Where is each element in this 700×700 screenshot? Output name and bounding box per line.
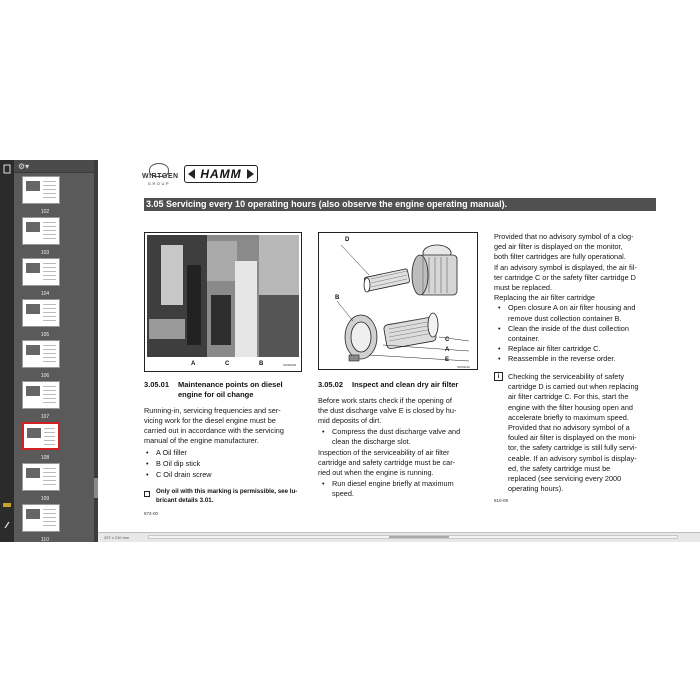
thumbnail-text-line bbox=[43, 394, 56, 395]
col2-bullet1-line1: • Compress the dust discharge valve and bbox=[332, 427, 460, 437]
thumbnail-text-line bbox=[43, 312, 56, 313]
thumbnail-text-line bbox=[43, 468, 56, 469]
page-thumbnail[interactable] bbox=[22, 381, 60, 409]
col2-para1-line: Before work starts check if the opening of bbox=[318, 396, 452, 405]
thumbnail-text-line bbox=[43, 521, 56, 522]
col1-bullet-oil-filler: • A Oil filler bbox=[156, 448, 187, 458]
col3-info-line: Provided that no advisory symbol of a bbox=[508, 423, 630, 432]
page-thumbnail[interactable] bbox=[22, 258, 60, 286]
attachment-icon[interactable] bbox=[2, 520, 12, 530]
options-icon[interactable]: ⚙▾ bbox=[18, 162, 30, 171]
info-icon: i bbox=[494, 372, 503, 381]
hamm-logo-text: HAMM bbox=[200, 167, 242, 181]
thumbnail-text-line bbox=[43, 345, 56, 346]
col3-code: 810-09 bbox=[494, 498, 509, 503]
thumbnail-page-number: 108 bbox=[40, 455, 50, 461]
thumbnail-text-line bbox=[43, 275, 56, 276]
col3-bullet-line: • Replace air filter cartridge C. bbox=[508, 344, 600, 354]
thumbnail-panel-header bbox=[14, 160, 94, 173]
thumbnail-text-line bbox=[43, 189, 56, 190]
thumbnail-image bbox=[26, 386, 40, 396]
col2-heading-number: 3.05.02 bbox=[318, 380, 344, 389]
thumbnail-page-number: 109 bbox=[40, 496, 50, 502]
hamm-arrow-right-icon bbox=[247, 169, 254, 179]
thumbnail-text-line bbox=[43, 230, 56, 231]
col2-para2-line: ried out when the engine is running. bbox=[318, 468, 434, 477]
page-thumbnail[interactable] bbox=[22, 340, 60, 368]
col3-info-line: ed, the safety cartridge must be bbox=[508, 463, 611, 473]
col2-bullet2-line2: speed. bbox=[332, 489, 354, 498]
thumbnail-page-number: 107 bbox=[40, 414, 50, 420]
thumbnail-text-line bbox=[43, 304, 56, 305]
thumbnail-image bbox=[26, 222, 40, 232]
thumbnail-page-number: 104 bbox=[40, 291, 50, 297]
air-filter-figure bbox=[318, 232, 478, 370]
col2-bullet2-line1: • Run diesel engine briefly at maximum bbox=[332, 479, 454, 489]
thumbnail-text-line bbox=[43, 238, 56, 239]
wirtgen-logo-text: WIRTGEN bbox=[142, 173, 179, 180]
thumbnail-page-number: 103 bbox=[40, 250, 50, 256]
col3-para1-line: must be replaced. bbox=[494, 283, 553, 292]
col3-para1-line: Provided that no advisory symbol of a clog- bbox=[494, 232, 634, 241]
thumbnail-image bbox=[27, 428, 41, 438]
thumbnail-text-line bbox=[43, 316, 56, 317]
thumbnail-text-line bbox=[43, 271, 56, 272]
fig1-label-c: C bbox=[225, 361, 230, 367]
thumbnail-text-line bbox=[43, 193, 56, 194]
col3-info-line: fouled air filter is displayed on the moni- bbox=[508, 433, 637, 443]
thumbnail-text-line bbox=[44, 444, 55, 445]
col3-para1-line: both filter cartridges are fully operational. bbox=[494, 252, 626, 262]
thumbnail-text-line bbox=[43, 279, 56, 280]
thumbnail-text-line bbox=[43, 226, 56, 227]
page-thumbnail[interactable] bbox=[22, 463, 60, 491]
col2-heading-text: Inspect and clean dry air filter bbox=[352, 380, 459, 389]
hamm-logo bbox=[184, 165, 258, 183]
thumbnail-text-line bbox=[43, 484, 56, 485]
filter-housing-bottom bbox=[345, 315, 377, 361]
thumbnail-text-line bbox=[43, 308, 56, 309]
col3-bullet-line: • Open closure A on air filter housing and bbox=[508, 303, 635, 313]
col3-bullet-line: • Reassemble in the reverse order. bbox=[508, 354, 615, 364]
col1-note-line2: bricant details 3.01. bbox=[156, 497, 214, 504]
thumbnail-text-line bbox=[43, 480, 56, 481]
col1-code: 872-00 bbox=[144, 511, 159, 516]
thumbnail-text-line bbox=[43, 197, 56, 198]
thumbnail-text-line bbox=[43, 234, 56, 235]
col1-para-line: vicing work for the diesel engine must be bbox=[144, 416, 276, 425]
filter-housing-top bbox=[412, 245, 457, 295]
col3-info-line: cartridge D is carried out when replacing bbox=[508, 382, 639, 392]
thumbnail-image bbox=[26, 468, 40, 478]
oil-marking-icon bbox=[144, 491, 150, 497]
thumbnail-image bbox=[26, 263, 40, 273]
page-thumbnail[interactable] bbox=[22, 176, 60, 204]
col1-bullet-dip-stick: • B Oil dip stick bbox=[156, 459, 200, 469]
thumbnail-image bbox=[26, 181, 40, 191]
col2-para2-line: cartridge and safety cartridge must be car- bbox=[318, 458, 456, 467]
thumbnail-image bbox=[26, 304, 40, 314]
thumbnail-text-line bbox=[43, 353, 56, 354]
thumbnail-page-number: 105 bbox=[40, 332, 50, 338]
col3-info-line: accelerate briefly to maximum speed. bbox=[508, 412, 629, 422]
thumbnail-page-number: 110 bbox=[41, 537, 49, 542]
thumbnail-text-line bbox=[43, 181, 56, 182]
col1-bullet-drain-screw: • C Oil drain screw bbox=[156, 470, 212, 480]
thumbnail-text-line bbox=[44, 440, 55, 441]
col1-heading-line1: Maintenance points on diesel bbox=[178, 380, 283, 389]
thumbnail-text-line bbox=[44, 436, 55, 437]
thumbnail-text-line bbox=[43, 267, 56, 268]
thumbnail-text-line bbox=[43, 222, 56, 223]
thumbnail-text-line bbox=[43, 513, 56, 514]
col3-info-line: operating hours). bbox=[508, 484, 564, 494]
fig1-label-a: A bbox=[191, 361, 196, 367]
thumbnail-image bbox=[26, 509, 40, 519]
col3-info-line: replaced (see servicing every 2000 bbox=[508, 474, 622, 483]
page-thumbnail[interactable] bbox=[22, 217, 60, 245]
thumbnail-page-number: 102 bbox=[40, 209, 50, 215]
col3-bullet-line: • Clean the inside of the dust collection bbox=[508, 324, 629, 334]
thumbnail-text-line bbox=[43, 398, 56, 399]
col3-para1-line: ter cartridge C or the safety filter cartridge D bbox=[494, 272, 636, 282]
col3-bullet-line: container. bbox=[508, 334, 540, 343]
wirtgen-logo-subtext: GROUP bbox=[147, 181, 171, 186]
engine-photo-figure bbox=[144, 232, 302, 372]
col3-bullet-line: remove dust collection container B. bbox=[508, 313, 622, 323]
col2-para1-line: the dust discharge valve E is closed by hu- bbox=[318, 406, 457, 415]
col1-para-line: manual of the engine manufacturer. bbox=[144, 436, 259, 445]
fig2-label-d: D bbox=[345, 237, 350, 243]
thumbnail-text-line bbox=[43, 361, 56, 362]
page-thumbnail[interactable] bbox=[22, 422, 60, 450]
col3-info-line: Checking the serviceability of safety bbox=[508, 372, 624, 381]
thumbnail-text-line bbox=[43, 349, 56, 350]
document-page bbox=[98, 160, 700, 532]
thumbnail-text-line bbox=[43, 390, 56, 391]
pdf-viewer bbox=[0, 160, 700, 542]
thumbnail-text-line bbox=[43, 263, 56, 264]
thumbnail-text-line bbox=[43, 185, 56, 186]
col3-info-line: ceable. If an advisory symbol is display- bbox=[508, 453, 637, 463]
col3-info-line: engine with the filter housing open and bbox=[508, 402, 633, 412]
status-bar bbox=[98, 532, 700, 542]
col1-heading-line2: engine for oil change bbox=[178, 390, 254, 399]
horizontal-scrollbar[interactable] bbox=[148, 535, 678, 539]
section-title: 3.05 Servicing every 10 operating hours (also observe the engine operating manual). bbox=[144, 198, 656, 211]
col3-para1-line: ged air filter is displayed on the monitor, bbox=[494, 242, 623, 252]
col1-note-line1: Only oil with this marking is permissible, see lu- bbox=[156, 488, 298, 495]
horizontal-scrollbar-thumb[interactable] bbox=[389, 536, 449, 538]
col1-para-line: carried out in accordance with the servicing bbox=[144, 426, 284, 435]
col3-info-line: tor, the safety cartridge is still fully servi- bbox=[508, 443, 637, 453]
thumbnail-text-line bbox=[43, 402, 56, 403]
pages-icon[interactable] bbox=[2, 164, 12, 174]
thumbnail-text-line bbox=[44, 432, 55, 433]
fig1-label-b: B bbox=[259, 361, 264, 367]
thumbnail-text-line bbox=[43, 525, 56, 526]
page-size-label: 297 x 210 mm bbox=[104, 535, 130, 540]
thumbnail-text-line bbox=[43, 476, 56, 477]
col1-heading-number: 3.05.01 bbox=[144, 380, 170, 389]
col2-bullet1-line2: clean the discharge slot. bbox=[332, 437, 411, 446]
thumbnail-text-line bbox=[43, 472, 56, 473]
fig1-code: SW00940 bbox=[283, 363, 297, 367]
col3-para1-line: If an advisory symbol is displayed, the air fil- bbox=[494, 262, 637, 272]
fig2-label-c: C bbox=[445, 337, 450, 343]
fig2-label-b: B bbox=[335, 295, 340, 301]
thumbnail-page-number: 106 bbox=[40, 373, 50, 379]
thumbnail-text-line bbox=[44, 428, 55, 429]
col2-para2-line: Inspection of the serviceability of air filter bbox=[318, 448, 450, 457]
thumbnail-text-line bbox=[43, 320, 56, 321]
fig2-label-e: E bbox=[445, 357, 450, 363]
thumbnail-text-line bbox=[43, 517, 56, 518]
fig2-code: SW01140 bbox=[457, 365, 470, 369]
air-filter-cartridge-c bbox=[383, 313, 438, 349]
col1-para-line: Running-in, servicing frequencies and ser- bbox=[144, 406, 281, 415]
page-thumbnail[interactable] bbox=[22, 504, 60, 532]
thumbnail-text-line bbox=[43, 386, 56, 387]
wirtgen-logo bbox=[142, 163, 179, 187]
tag-icon[interactable] bbox=[2, 500, 12, 510]
col3-para1-line: Replacing the air filter cartridge bbox=[494, 293, 595, 303]
thumbnail-text-line bbox=[43, 509, 56, 510]
col2-para1-line: mid deposits of dirt. bbox=[318, 416, 382, 425]
page-thumbnail[interactable] bbox=[22, 299, 60, 327]
col3-info-line: air filter cartridge C. For this, start the bbox=[508, 392, 629, 402]
thumbnail-text-line bbox=[43, 357, 56, 358]
thumbnail-panel[interactable] bbox=[14, 160, 94, 542]
air-filter-diagram bbox=[319, 233, 478, 370]
engine-photo bbox=[147, 235, 299, 357]
safety-cartridge-d bbox=[364, 269, 410, 292]
fig2-label-a: A bbox=[445, 347, 450, 353]
left-toolbar bbox=[0, 160, 14, 542]
thumbnail-image bbox=[26, 345, 40, 355]
